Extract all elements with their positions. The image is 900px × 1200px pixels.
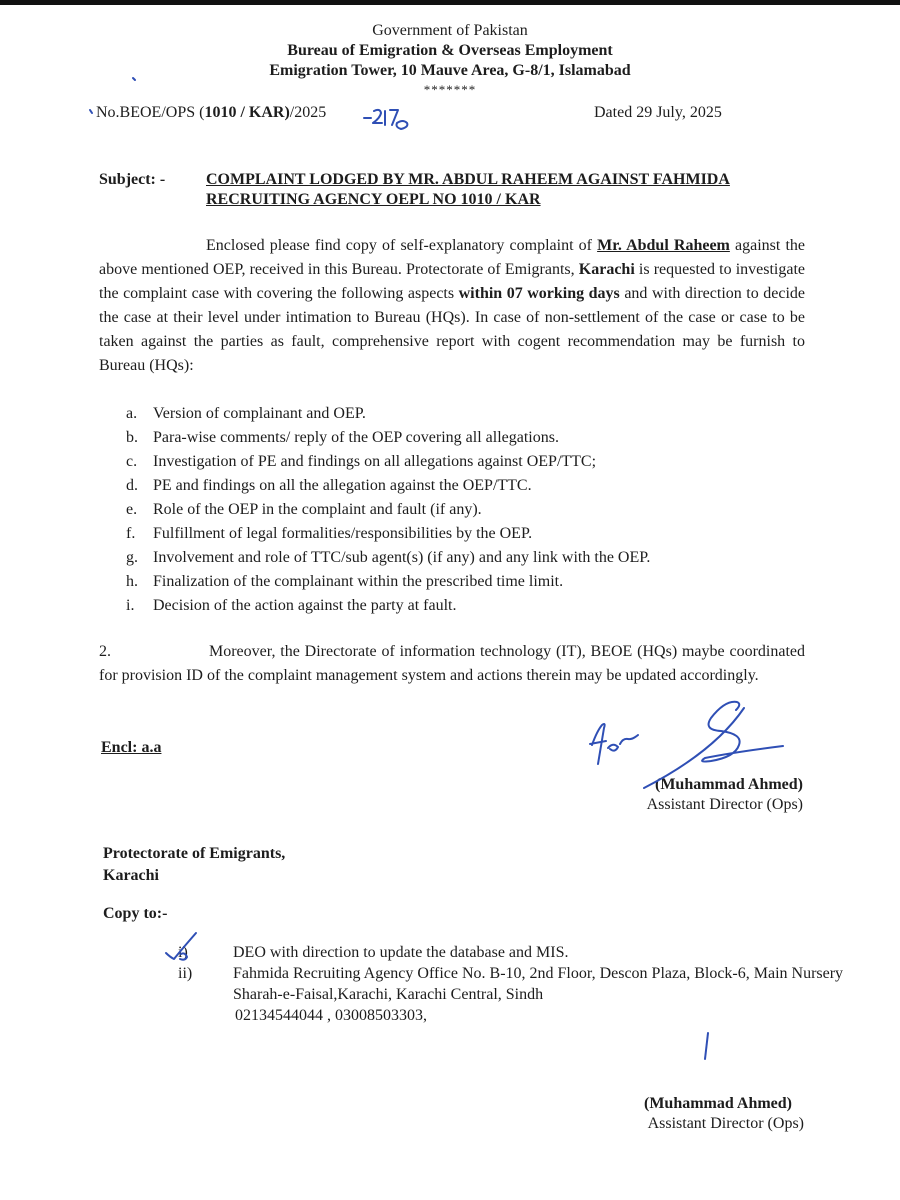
header-government: Government of Pakistan [372,22,528,39]
scan-top-edge [0,0,900,5]
list-item [126,450,826,474]
complainant-name: Mr. Abdul Raheem [597,237,730,254]
reference-prefix: No.BEOE/OPS ( [96,104,205,121]
copy-marker: ii) [178,965,193,982]
list-item [126,546,826,570]
copy-address: Fahmida Recruiting Agency Office No. B-10, 2nd Floor, Descon Plaza, Block-6, Main Nursery Sharah-e-Faisal,Karachi, Karachi Central, Sindh [233,965,844,1003]
list-text: Finalization of the complainant within the prescribed time limit. [153,573,564,590]
handwritten-ref-number-icon [364,110,407,129]
aspects-list [126,402,826,618]
list-marker: b. [126,429,138,446]
header-divider: ******* [423,82,477,97]
copy-marker: i) [178,944,188,961]
list-marker: g. [126,549,138,566]
list-item [126,498,826,522]
subject-label: Subject: - [99,171,166,188]
signatory-name: (Muhammad Ahmed) [654,776,803,793]
copy-phones: 02134544044 , 03008503303, [235,1007,427,1024]
margin-mark-icon [90,110,92,113]
list-text: Version of complainant and OEP. [153,405,366,422]
copy-to-list [178,942,878,1026]
list-item [126,474,826,498]
signature-stroke-icon [702,702,783,762]
list-text: Investigation of PE and findings on all allegations against OEP/TTC; [153,453,597,470]
list-item [126,426,826,450]
list-marker: f. [126,525,136,542]
list-marker: c. [126,453,138,470]
list-text: Involvement and role of TTC/sub agent(s) (if any) and any link with the OEP. [153,549,651,566]
list-item [126,570,826,594]
list-marker: i. [126,597,135,614]
paragraph-it-coordination [99,640,805,688]
paragraph-2-text: Moreover, the Directorate of information technology (IT), BEOE (HQs) maybe coordinated for provision ID of the complaint management system and actions therein may be updated accordingly. [99,643,805,684]
list-item [126,402,826,426]
list-text: Decision of the action against the party at fault. [153,597,457,614]
subject-text: COMPLAINT LODGED BY MR. ABDUL RAHEEM AGAINST FAHMIDA RECRUITING AGENCY OEPL NO 1010 / KAR [206,171,730,208]
intro-text-3: is requested to investigate the complaint case with covering the following aspects [99,261,806,302]
copy-to-label: Copy to:- [103,905,168,922]
copy-item [178,963,878,1026]
list-marker: a. [126,405,138,422]
addressee-line-1: Protectorate of Emigrants, [103,845,286,862]
list-text: Fulfillment of legal formalities/responsibilities by the OEP. [153,525,533,542]
paragraph-intro [99,234,805,378]
list-text: Role of the OEP in the complaint and fault (if any). [153,501,482,518]
list-marker: d. [126,477,138,494]
copy-text: DEO with direction to update the database and MIS. [233,944,569,961]
list-item [126,522,826,546]
handwritten-for-icon [590,724,638,764]
paragraph-number: 2. [99,643,111,660]
city-name: Karachi [578,261,635,278]
letter-date: Dated 29 July, 2025 [594,104,722,121]
list-marker: e. [126,501,138,518]
intro-text-2: against the above mentioned OEP, received in this Bureau. Protectorate of Emigrants, [99,237,805,278]
list-item [126,594,826,618]
addressee [103,843,285,887]
signatory-name-copy: (Muhammad Ahmed) [643,1095,792,1112]
intro-text-4: and with direction to decide the case at their level under intimation to Bureau (HQs). In case of non-settlement of the case or case to be taken against the parties as fault, comprehensive report with cogent recommendation may be furnish to Bureau (HQs): [99,285,806,374]
deadline-text: within 07 working days [458,285,620,302]
list-text: Para-wise comments/ reply of the OEP covering all allegations. [153,429,559,446]
signatory-title-copy: Assistant Director (Ops) [647,1115,804,1132]
copy-item [178,942,878,963]
reference-number [96,103,326,123]
header-bureau: Bureau of Emigration & Overseas Employment [287,42,613,59]
addressee-line-2: Karachi [103,867,159,884]
header-address: Emigration Tower, 10 Mauve Area, G-8/1, Islamabad [269,62,631,79]
pen-stroke-icon [705,1033,708,1059]
signatory-title: Assistant Director (Ops) [646,796,803,813]
list-text: PE and findings on all the allegation against the OEP/TTC. [153,477,532,494]
enclosure-note: Encl: a.a [101,739,162,756]
reference-year: /2025 [289,104,327,121]
intro-text-1: Enclosed please find copy of self-explanatory complaint of [206,237,598,254]
list-marker: h. [126,573,138,590]
reference-code: 1010 / KAR) [204,104,290,121]
